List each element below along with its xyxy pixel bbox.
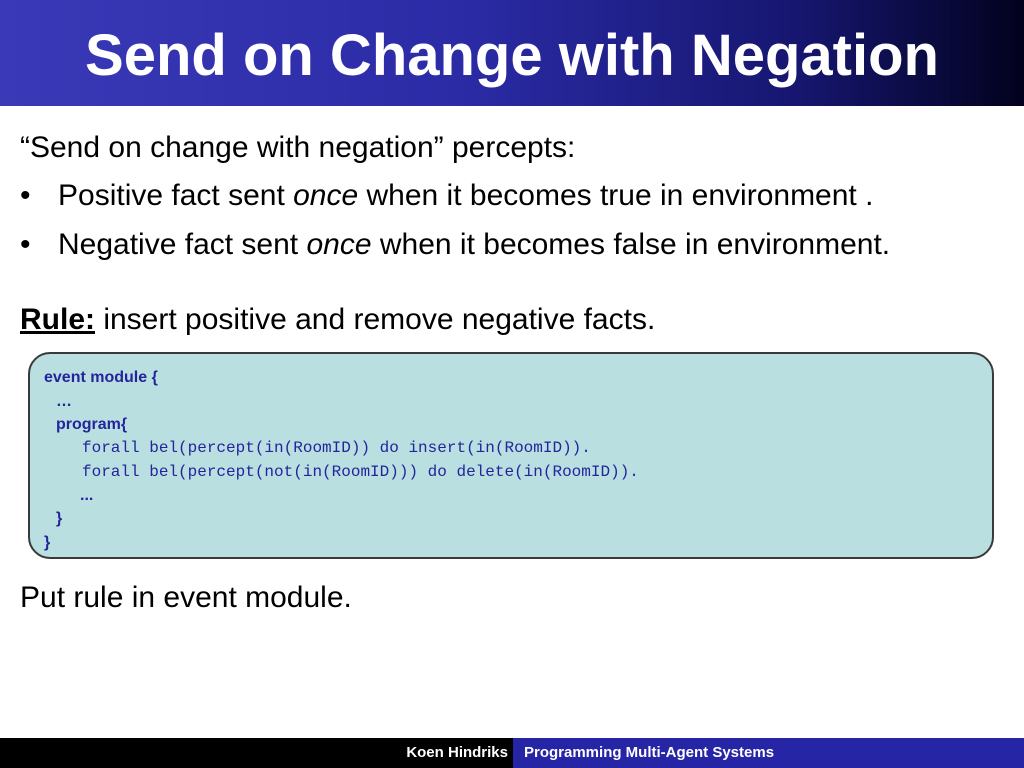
bullet-item-negative	[20, 227, 890, 263]
bullet-text-end: when it becomes true in environment .	[358, 179, 874, 212]
bullet-text-end: when it becomes false in environment.	[371, 228, 891, 261]
rule-text: insert positive and remove negative facts.	[95, 303, 656, 336]
bullet-text-start: Positive fact sent	[58, 179, 294, 212]
code-line-module-close: }	[44, 534, 51, 551]
bullet-emphasis: once	[293, 179, 359, 212]
footer-author: Koen Hindriks	[406, 744, 508, 761]
code-line-program: program{	[56, 416, 128, 433]
footer-course-box	[513, 738, 1024, 768]
bullet-marker: •	[20, 228, 31, 261]
intro-text: “Send on change with negation” percepts:	[20, 131, 576, 164]
code-line-delete-rule: forall bel(percept(not(in(RoomID))) do delete(in(RoomID)).	[82, 463, 639, 481]
code-block	[28, 352, 994, 559]
footer-course: Programming Multi-Agent Systems	[524, 744, 775, 761]
title-bar	[0, 0, 1024, 106]
code-line-dots: ...	[80, 487, 94, 504]
slide-title: Send on Change with Negation	[85, 23, 939, 88]
bullet-text-start: Negative fact sent	[58, 228, 307, 261]
code-line-program-close: }	[56, 510, 63, 527]
code-line-event-module: event module {	[44, 369, 158, 386]
rule-line	[20, 302, 655, 338]
rule-label: Rule:	[20, 303, 95, 336]
code-line-ellipsis: …	[56, 393, 72, 410]
code-line-insert-rule: forall bel(percept(in(RoomID)) do insert(in(RoomID)).	[82, 439, 591, 457]
bullet-emphasis: once	[306, 228, 372, 261]
footer	[0, 738, 1024, 768]
bullet-marker: •	[20, 179, 31, 212]
bullet-item-positive	[20, 178, 873, 214]
closing-text: Put rule in event module.	[20, 581, 352, 614]
